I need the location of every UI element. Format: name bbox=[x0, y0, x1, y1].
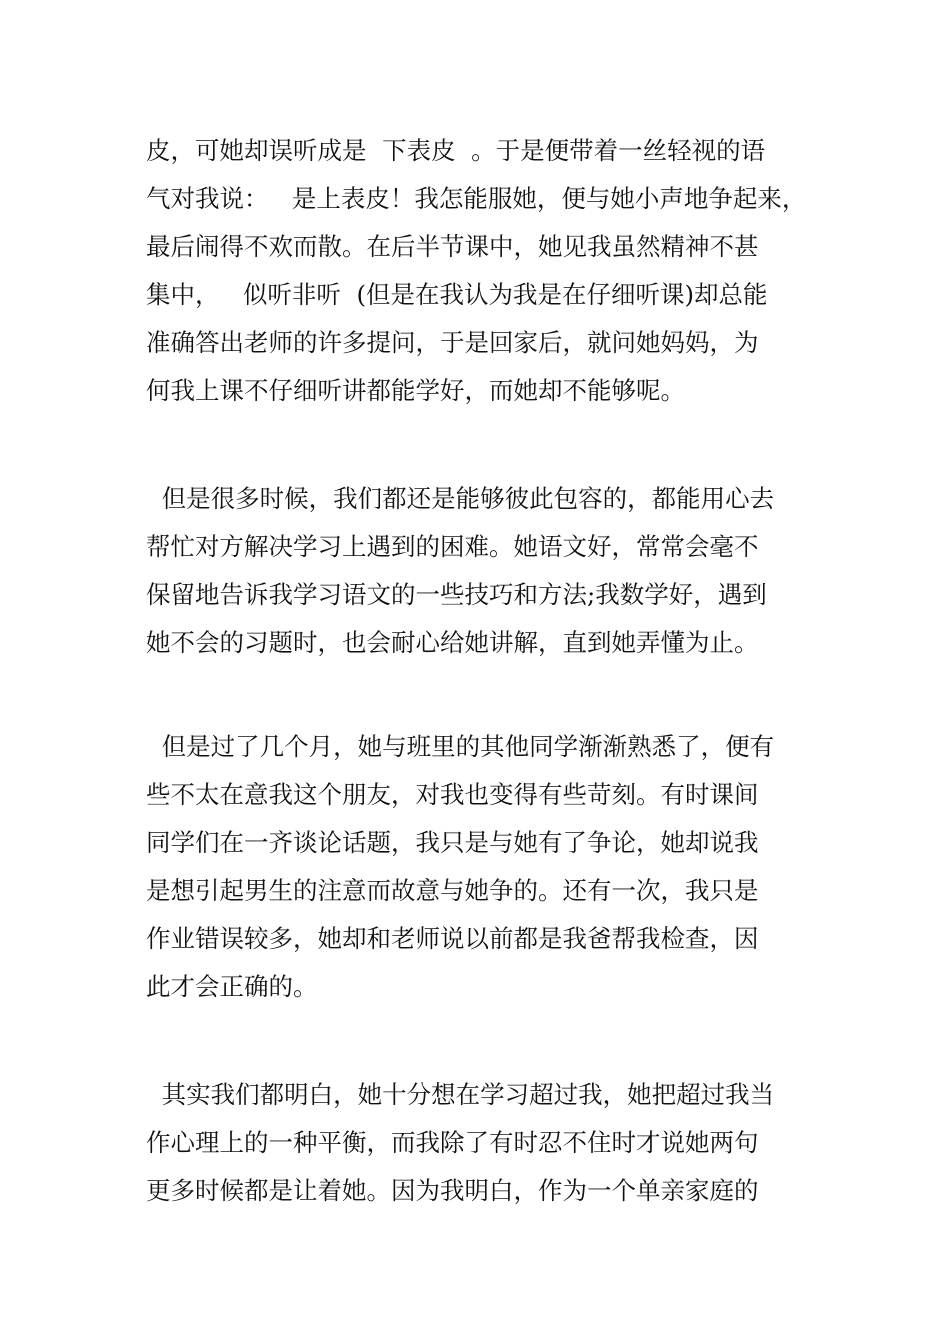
text-line: 何我上课不仔细听讲都能学好，而她却不能够呢。 bbox=[146, 376, 685, 405]
text-line: 帮忙对方解决学习上遇到的困难。她语文好，常常会毫不 bbox=[146, 532, 759, 561]
paragraph-1 bbox=[146, 127, 826, 415]
text-line: 但是过了几个月，她与班里的其他同学渐渐熟悉了，便有 bbox=[146, 732, 775, 761]
paragraph-4 bbox=[146, 1071, 826, 1215]
text-line: 但是很多时候，我们都还是能够彼此包容的，都能用心去 bbox=[146, 484, 775, 513]
text-line: 皮，可她却误听成是 下表皮 。于是便带着一丝轻视的语 bbox=[146, 136, 766, 165]
paragraph-3 bbox=[146, 723, 826, 1011]
text-line: 更多时候都是让着她。因为我明白，作为一个单亲家庭的 bbox=[146, 1176, 759, 1205]
text-line: 最后闹得不欢而散。在后半节课中，她见我虽然精神不甚 bbox=[146, 232, 759, 261]
text-line: 作心理上的一种平衡，而我除了有时忍不住时才说她两句 bbox=[146, 1128, 759, 1157]
text-line: 集中， 似听非听 (但是在我认为我是在仔细听课)却总能 bbox=[146, 280, 768, 309]
paragraph-2 bbox=[146, 475, 826, 667]
text-line: 保留地告诉我学习语文的一些技巧和方法;我数学好，遇到 bbox=[146, 580, 767, 609]
text-line: 气对我说： 是上表皮！我怎能服她，便与她小声地争起来， bbox=[146, 184, 807, 213]
text-line: 其实我们都明白，她十分想在学习超过我，她把超过我当 bbox=[146, 1080, 775, 1109]
text-line: 同学们在一齐谈论话题，我只是与她有了争论，她却说我 bbox=[146, 828, 759, 857]
text-line: 她不会的习题时，也会耐心给她讲解，直到她弄懂为止。 bbox=[146, 628, 759, 657]
text-line: 作业错误较多，她却和老师说以前都是我爸帮我检查，因 bbox=[146, 924, 759, 953]
text-line: 是想引起男生的注意而故意与她争的。还有一次，我只是 bbox=[146, 876, 759, 905]
text-line: 些不太在意我这个朋友，对我也变得有些苛刻。有时课间 bbox=[146, 780, 759, 809]
text-line: 此才会正确的。 bbox=[146, 972, 318, 1001]
text-line: 准确答出老师的许多提问，于是回家后，就问她妈妈，为 bbox=[146, 328, 759, 357]
